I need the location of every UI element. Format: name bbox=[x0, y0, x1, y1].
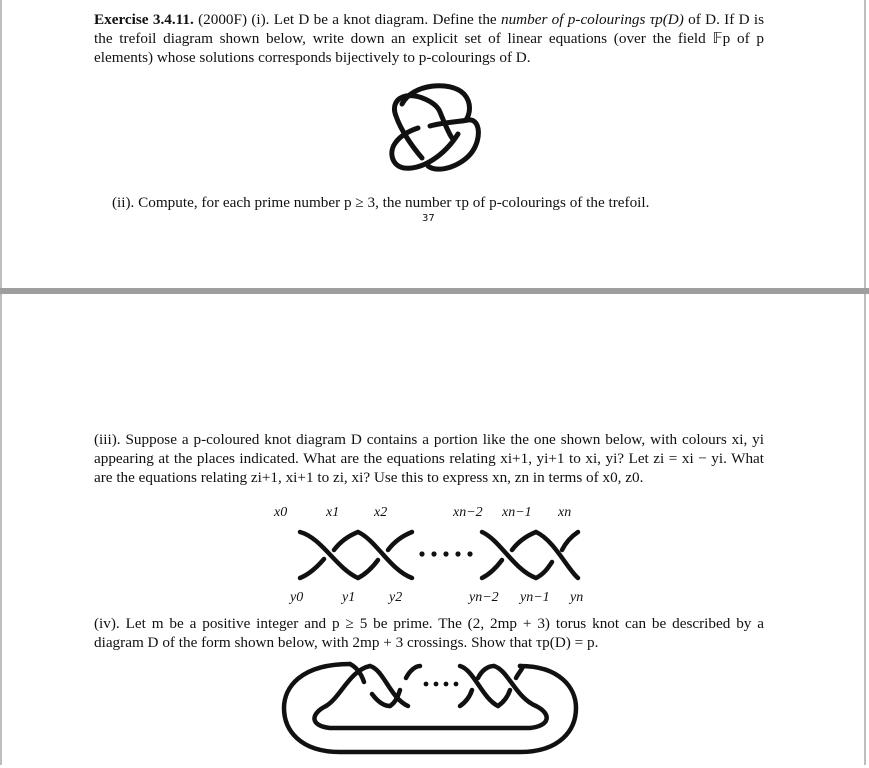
braid-top-label: x1 bbox=[326, 505, 340, 520]
braid-bottom-label: yn bbox=[570, 590, 584, 605]
braid-top-label: xn−2 bbox=[453, 505, 483, 520]
braid-top-label: xn−1 bbox=[502, 505, 532, 520]
page-number: 37 bbox=[422, 213, 435, 224]
page-2 bbox=[0, 294, 866, 765]
braid-diagram bbox=[292, 528, 582, 584]
braid-top-label: x0 bbox=[274, 505, 288, 520]
braid-bottom-label: yn−1 bbox=[520, 590, 550, 605]
part-i-label: (i). bbox=[251, 11, 270, 28]
page-1 bbox=[0, 0, 866, 288]
part-i-term: number of p-colourings τp(D) bbox=[500, 11, 684, 28]
exercise-source: (2000F) bbox=[198, 11, 248, 28]
braid-top-label: xn bbox=[558, 505, 572, 520]
exercise-part-i bbox=[94, 10, 764, 67]
torus-knot-diagram bbox=[280, 658, 580, 768]
braid-bottom-label: y0 bbox=[290, 590, 304, 605]
braid-bottom-label: y2 bbox=[389, 590, 403, 605]
braid-top-label: x2 bbox=[374, 505, 388, 520]
exercise-number: Exercise 3.4.11. bbox=[94, 11, 194, 28]
braid-bottom-label: yn−2 bbox=[469, 590, 499, 605]
exercise-part-iv: (iv). Let m be a positive integer and p ≥ 5 be prime. The (2, 2mp + 3) torus knot can be described by a diagram D of the form shown below, with 2mp + 3 crossings. Show that τp(D) = p. bbox=[94, 615, 764, 651]
exercise-part-iii: (iii). Suppose a p-coloured knot diagram D contains a portion like the one shown below, with colours xi, yi appearing at the places indicated. What are the equations relating xi+1, yi+1 to xi, yi? Let zi = xi − yi. What are the equations relating zi+1, xi+1 to zi, xi? Use this to express xn, zn in terms of x0, z0. bbox=[94, 431, 764, 486]
trefoil-knot-diagram bbox=[378, 78, 488, 178]
part-i-text-b: of D. If D is the trefoil diagram shown below, write down an explicit set of linear equations (over the field 𝔽p of p elements) whose solutions corresponds bijectively to p-colourings of D. bbox=[94, 11, 765, 66]
braid-bottom-label: y1 bbox=[342, 590, 356, 605]
part-i-text-a: Let D be a knot diagram. Define the bbox=[273, 11, 501, 28]
exercise-part-ii: (ii). Compute, for each prime number p ≥ 3, the number τp of p-colourings of the trefoil. bbox=[112, 194, 650, 211]
